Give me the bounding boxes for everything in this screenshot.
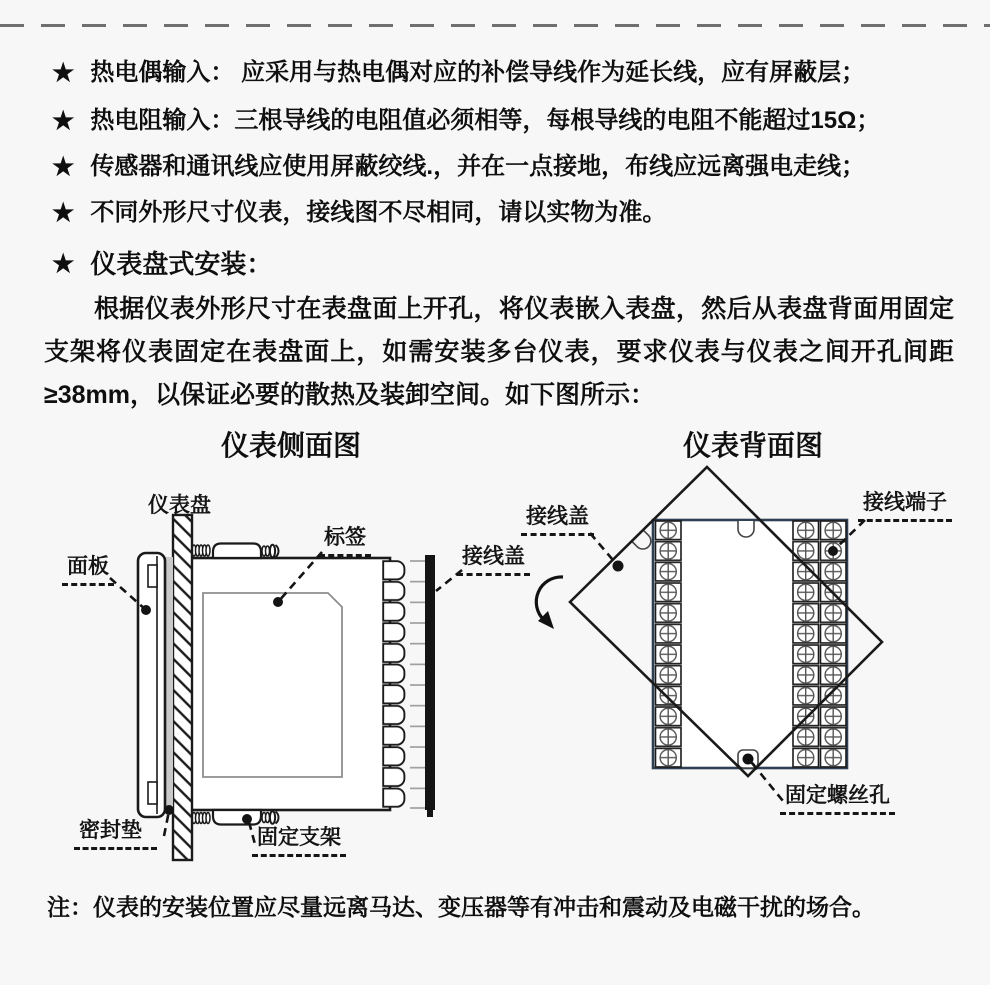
star-icon: ★	[52, 153, 75, 181]
dashed-divider-top	[0, 24, 990, 27]
bullet-item	[52, 58, 865, 88]
callout-instrument-panel: 仪表盘	[148, 494, 211, 517]
wiring-cover-bar	[425, 555, 435, 817]
terminal-strip	[382, 560, 425, 808]
terminal-block	[653, 520, 847, 768]
front-bezel	[138, 553, 165, 817]
callout-wiring-cover-back: 接线盖	[521, 500, 594, 536]
installation-note: 注：仪表的安装位置应尽量远离马达、变压器等有冲击和震动及电磁干扰的场合。	[47, 894, 875, 920]
section-title: 仪表盘式安装：	[90, 249, 273, 279]
bullet-text: 传感器和通讯线应使用屏蔽绞线.，并在一点接地，布线应远离强电走线；	[90, 153, 866, 180]
callout-sealing-gasket: 密封垫	[74, 814, 157, 850]
terminal-column-left	[655, 520, 683, 768]
callout-fixing-bracket: 固定支架	[252, 821, 346, 857]
rotate-arrow-icon	[536, 577, 563, 629]
mounting-bracket-top	[192, 544, 279, 559]
section-heading	[52, 249, 272, 279]
star-icon: ★	[52, 107, 75, 135]
back-view-title: 仪表背面图	[682, 431, 823, 462]
callout-fixing-screw-hole: 固定螺丝孔	[780, 779, 895, 815]
mounting-tab-cover	[632, 530, 655, 553]
star-icon: ★	[52, 199, 75, 227]
callout-front-bezel: 面板	[62, 550, 114, 586]
label-sticker	[203, 593, 342, 777]
callout-label-sticker: 标签	[319, 521, 371, 557]
terminal-column-right-outer	[820, 520, 848, 768]
bullet-item	[52, 106, 880, 136]
bullet-text: 热电偶输入： 应采用与热电偶对应的补偿导线作为延长线，应有屏蔽层；	[90, 59, 866, 86]
callout-wiring-terminal: 接线端子	[858, 486, 952, 522]
star-icon: ★	[52, 59, 75, 87]
installation-paragraph: 根据仪表外形尺寸在表盘面上开孔，将仪表嵌入表盘，然后从表盘背面用固定支架将仪表固定在表盘面上，如需安装多台仪表，要求仪表与仪表之间开孔间距≥38mm，以保证必要的散热及装卸空间。如下图所示：	[44, 295, 954, 409]
callout-wiring-cover-side: 接线盖	[457, 540, 530, 576]
bullet-text: 热电阻输入：三根导线的电阻值必须相等，每根导线的电阻不能超过15Ω；	[90, 107, 881, 134]
side-view-title: 仪表侧面图	[220, 431, 361, 462]
bullet-text: 不同外形尺寸仪表，接线图不尽相同，请以实物为准。	[90, 199, 667, 226]
bullet-item	[52, 152, 865, 182]
bullet-item	[52, 198, 666, 228]
star-icon: ★	[52, 250, 75, 278]
panel-hatch	[173, 515, 192, 860]
mounting-tab-top	[738, 521, 754, 537]
back-view-diagram	[530, 460, 990, 880]
